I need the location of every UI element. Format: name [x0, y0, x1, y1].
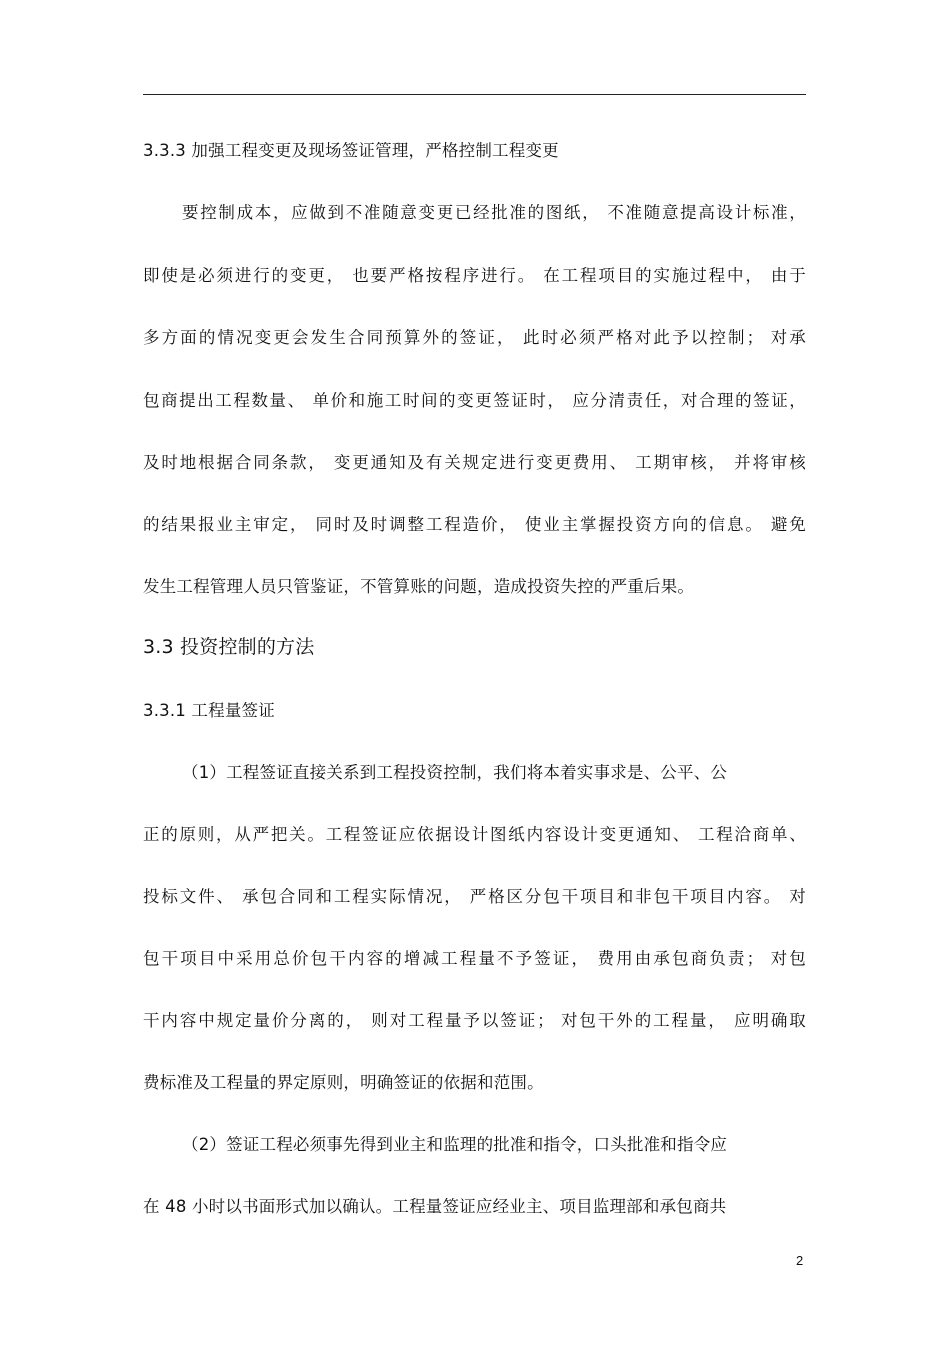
paragraph-line: （2）签证工程必须事先得到业主和监理的批准和指令，口头批准和指令应 [182, 1135, 728, 1154]
header-rule [143, 94, 806, 95]
paragraph-line: 费标准及工程量的界定原则，明确签证的依据和范围。 [143, 1073, 544, 1092]
paragraph-line: 的结果报业主审定， 同时及时调整工程造价， 使业主掌握投资方向的信息。 避免 [143, 515, 806, 534]
paragraph-line: 即使是必须进行的变更， 也要严格按程序进行。 在工程项目的实施过程中， 由于 [143, 266, 806, 285]
paragraph-line: 投标文件、 承包合同和工程实际情况， 严格区分包干项目和非包干项目内容。 对 [143, 887, 806, 906]
section-heading-3-3-1: 3.3.1 工程量签证 [143, 701, 275, 720]
paragraph-line: 多方面的情况变更会发生合同预算外的签证， 此时必须严格对此予以控制； 对承 [143, 328, 806, 347]
page-number: 2 [796, 1253, 804, 1268]
paragraph-line: 干内容中规定量价分离的， 则对工程量予以签证； 对包干外的工程量， 应明确取 [143, 1011, 806, 1030]
section-heading-3-3-3: 3.3.3 加强工程变更及现场签证管理，严格控制工程变更 [143, 141, 559, 160]
paragraph-line: 发生工程管理人员只管鉴证，不管算账的问题，造成投资失控的严重后果。 [143, 577, 695, 596]
paragraph-line: 及时地根据合同条款， 变更通知及有关规定进行变更费用、 工期审核， 并将审核 [143, 453, 806, 472]
paragraph-line: 在 48 小时以书面形式加以确认。工程量签证应经业主、项目监理部和承包商共 [143, 1197, 727, 1216]
paragraph-line: （1）工程签证直接关系到工程投资控制，我们将本着实事求是、公平、公 [182, 763, 728, 782]
paragraph-line: 包商提出工程数量、 单价和施工时间的变更签证时， 应分清责任，对合理的签证， [143, 391, 806, 410]
section-heading-3-3: 3.3 投资控制的方法 [143, 636, 315, 658]
paragraph-line: 包干项目中采用总价包干内容的增减工程量不予签证， 费用由承包商负责； 对包 [143, 949, 806, 968]
paragraph-line: 正的原则，从严把关。工程签证应依据设计图纸内容设计变更通知、 工程洽商单、 [143, 825, 806, 844]
paragraph-line: 要控制成本，应做到不准随意变更已经批准的图纸， 不准随意提高设计标准， [182, 203, 806, 222]
